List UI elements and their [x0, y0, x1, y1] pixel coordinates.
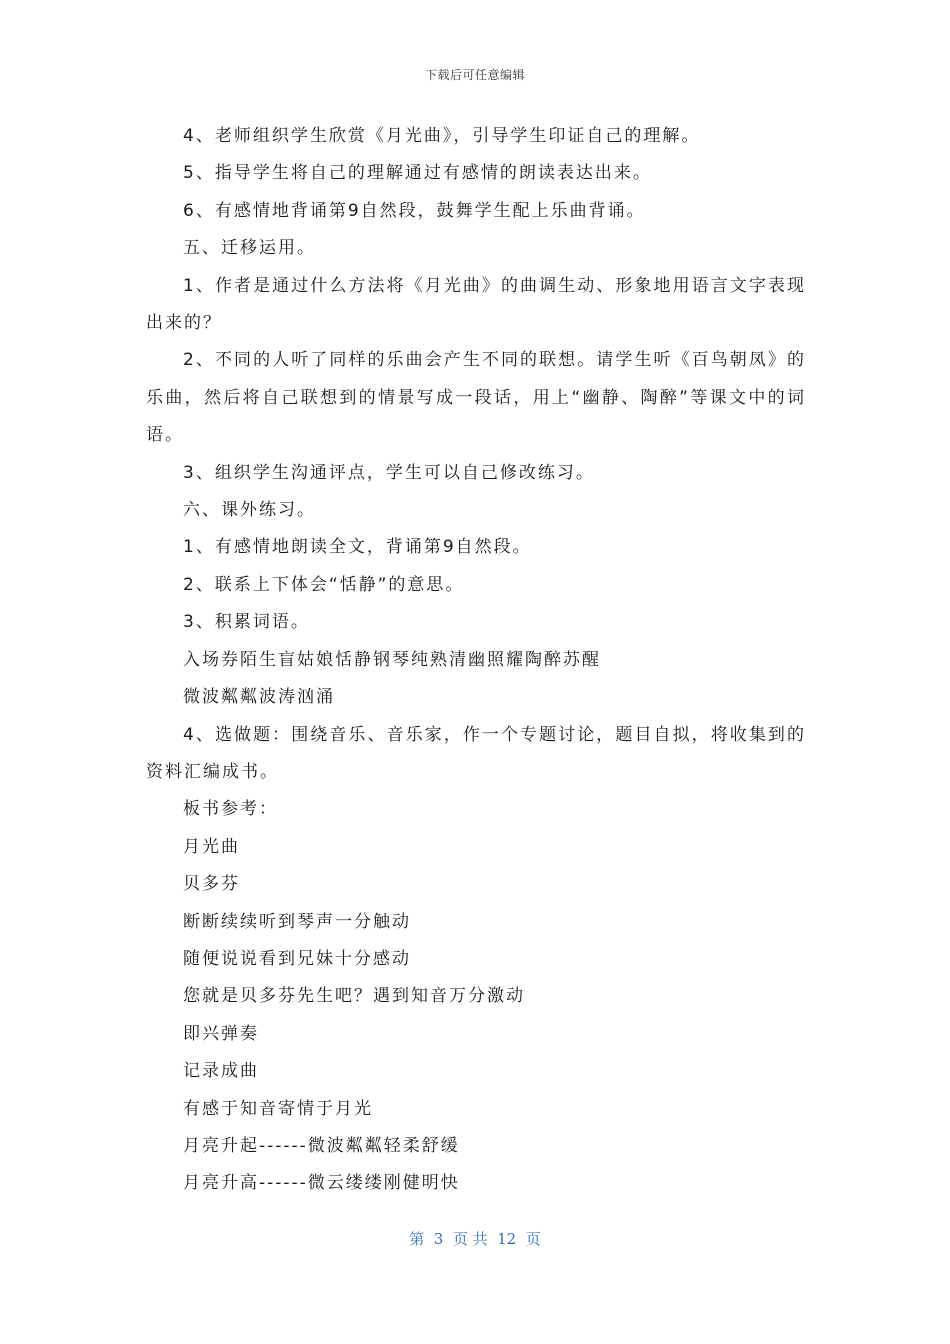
section-heading: 五、迁移运用。 [183, 238, 316, 259]
page-header: 下载后可任意编辑 [424, 68, 525, 82]
vocabulary-line: 微波粼粼波涛汹涌 [183, 687, 335, 708]
board-line: 您就是贝多芬先生吧？遇到知音万分激动 [183, 986, 525, 1007]
board-heading: 板书参考： [183, 799, 278, 820]
board-line: 贝多芬 [183, 874, 240, 895]
paragraph: 2、联系上下体会“恬静”的意思。 [183, 574, 465, 595]
paragraph: 5、指导学生将自己的理解通过有感情的朗读表达出来。 [183, 163, 652, 184]
paragraph: 2、不同的人听了同样的乐曲会产生不同的联想。请学生听《百鸟朝凤》的乐曲，然后将自己联想到的情景写成一段话，用上“幽静、陶醉”等课文中的词语。 [146, 350, 806, 446]
board-line: 断断续续听到琴声一分触动 [183, 911, 411, 932]
board-line: 月光曲 [183, 836, 240, 857]
vocabulary-line: 入场券陌生盲姑娘恬静钢琴纯熟清幽照耀陶醉苏醒 [183, 649, 601, 670]
page-footer: 第 3 页 共 12 页 [409, 1230, 541, 1248]
paragraph: 4、老师组织学生欣赏《月光曲》，引导学生印证自己的理解。 [183, 126, 701, 146]
paragraph: 1、作者是通过什么方法将《月光曲》的曲调生动、形象地用语言文字表现出来的？ [146, 275, 806, 334]
document-body [146, 118, 806, 1203]
board-line: 有感于知音寄情于月光 [183, 1098, 373, 1119]
section-heading: 六、课外练习。 [183, 500, 316, 521]
paragraph: 3、组织学生沟通评点，学生可以自己修改练习。 [183, 462, 595, 483]
board-line: 月亮升起------微波粼粼轻柔舒缓 [183, 1135, 460, 1156]
board-line: 随便说说看到兄妹十分感动 [183, 948, 411, 969]
paragraph: 3、积累词语。 [183, 612, 310, 633]
board-line: 即兴弹奏 [183, 1023, 259, 1044]
board-line: 月亮升高------微云缕缕刚健明快 [183, 1173, 460, 1194]
paragraph: 1、有感情地朗读全文，背诵第9自然段。 [183, 537, 532, 558]
paragraph: 4、选做题：围绕音乐、音乐家，作一个专题讨论，题目自拟，将收集到的资料汇编成书。 [146, 724, 806, 782]
board-line: 记录成曲 [183, 1061, 259, 1082]
paragraph: 6、有感情地背诵第9自然段，鼓舞学生配上乐曲背诵。 [183, 200, 646, 221]
